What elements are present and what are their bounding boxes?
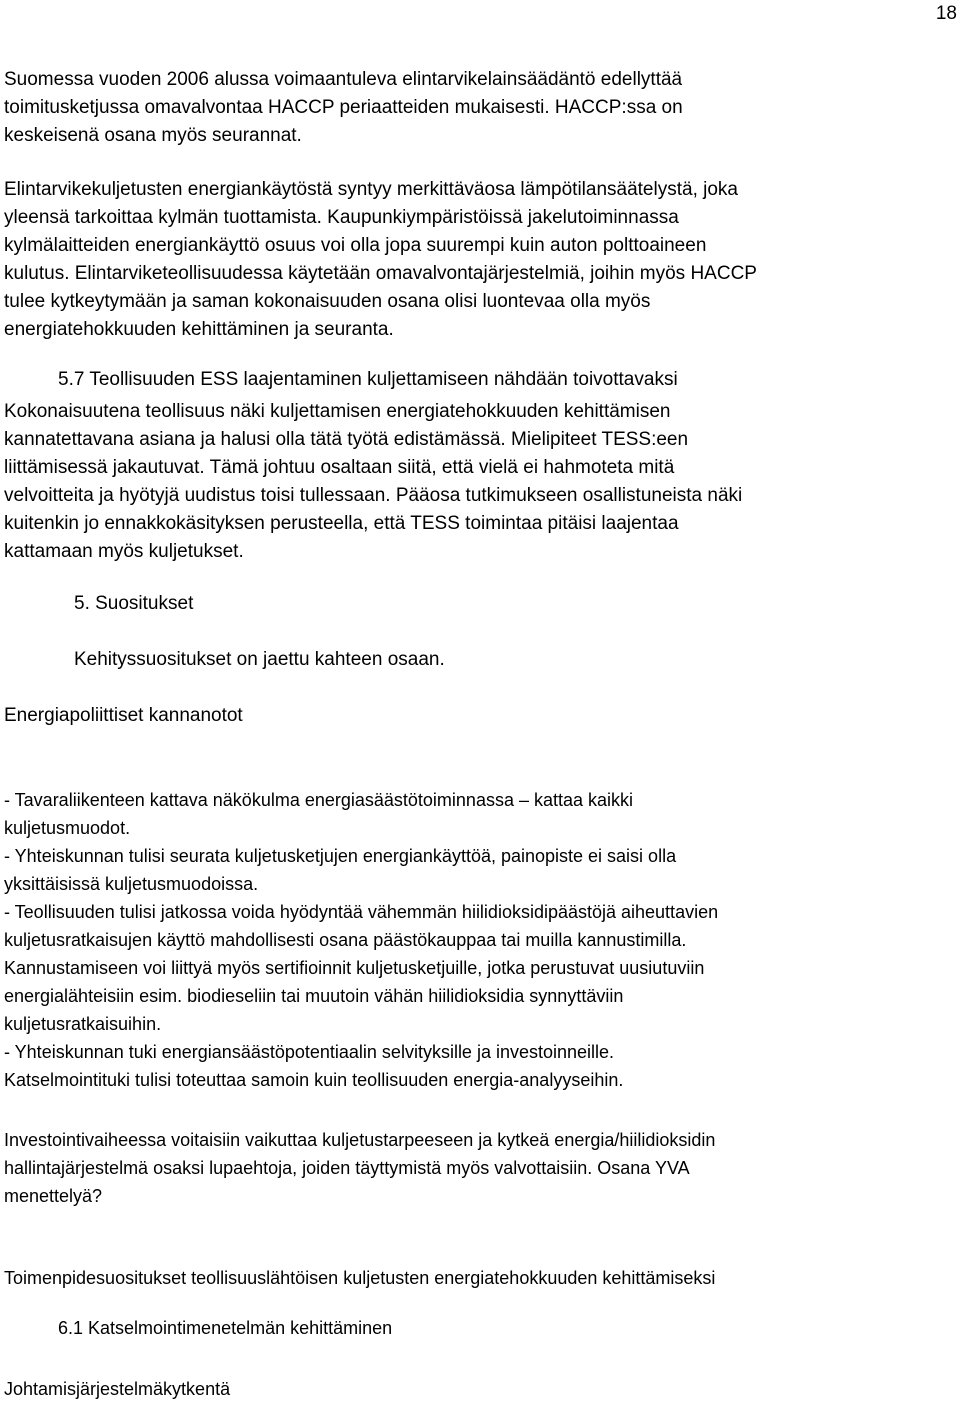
page-number: 18 [935, 3, 957, 24]
text-line: kattamaan myös kuljetukset. [4, 541, 244, 562]
measures-heading: Toimenpidesuositukset teollisuuslähtöisen kuljetusten energiatehokkuuden kehittämiseksi [4, 1268, 716, 1288]
text-line: kuljetusmuodot. [4, 818, 131, 838]
text-line: Suomessa vuoden 2006 alussa voimaantuleva elintarvikelainsäädäntö edellyttää [4, 69, 683, 90]
text-line: menettelyä? [4, 1186, 103, 1206]
text-line: hallintajärjestelmä osaksi lupaehtoja, joiden täyttymistä myös valvottaisiin. Osana YVA [4, 1158, 690, 1178]
text-line: kuitenkin jo ennakkokäsityksen perusteella, että TESS toimintaa pitäisi laajentaa [4, 513, 679, 534]
investment-paragraph [4, 1126, 956, 1210]
list-item [4, 786, 956, 842]
list-item [4, 842, 956, 898]
text-line: Investointivaiheessa voitaisiin vaikuttaa kuljetustarpeeseen ja kytkeä energia/hiilidioksidin [4, 1130, 716, 1150]
text-line: yksittäisissä kuljetusmuodoissa. [4, 874, 259, 894]
text-line: kannatettavana asiana ja halusi olla tätä työtä edistämässä. Mielipiteet TESS:een [4, 429, 689, 450]
text-line: kuljetusratkaisuihin. [4, 1014, 162, 1034]
text-line: tulee kytkeytymään ja saman kokonaisuuden osana olisi luontevaa olla myös [4, 291, 651, 312]
text-line: - Yhteiskunnan tulisi seurata kuljetusketjujen energiankäyttöä, painopiste ei saisi olla [4, 846, 677, 866]
section-5-heading: 5. Suositukset [74, 593, 194, 614]
paragraph-food-legislation [4, 66, 956, 150]
text-line: kuljetusratkaisujen käyttö mahdollisesti osana päästökauppaa tai muilla kannustimilla. [4, 930, 687, 950]
text-line: liittämisessä jakautuvat. Tämä johtuu osaltaan siitä, että vielä ei hahmoteta mitä [4, 457, 675, 478]
management-system-heading: Johtamisjärjestelmäkytkentä [4, 1379, 231, 1399]
text-line: - Teollisuuden tulisi jatkossa voida hyödyntää vähemmän hiilidioksidipäästöjä aiheuttavien [4, 902, 719, 922]
energy-policy-heading: Energiapoliittiset kannanotot [4, 705, 243, 726]
section-5-7-heading: 5.7 Teollisuuden ESS laajentaminen kuljettamiseen nähdään toivottavaksi [58, 369, 678, 390]
text-line: energialähteisiin esim. biodieseliin tai muutoin vähän hiilidioksidia synnyttäviin [4, 986, 624, 1006]
energy-policy-list [4, 786, 956, 1094]
text-line: keskeisenä osana myös seurannat. [4, 125, 302, 146]
text-line: Kannustamiseen voi liittyä myös sertifioinnit kuljetusketjuille, jotka perustuvat uusiutuviin [4, 958, 705, 978]
paragraph-energy-use [4, 176, 956, 344]
section-5-intro: Kehityssuositukset on jaettu kahteen osaan. [74, 649, 445, 670]
text-line: - Tavaraliikenteen kattava näkökulma energiasäästötoiminnassa – kattaa kaikki [4, 790, 634, 810]
text-line: Katselmointituki tulisi toteuttaa samoin kuin teollisuuden energia-analyyseihin. [4, 1070, 624, 1090]
text-line: toimitusketjussa omavalvontaa HACCP periaatteiden mukaisesti. HACCP:ssa on [4, 97, 683, 118]
section-5-7-body [4, 398, 956, 566]
text-line: Elintarvikekuljetusten energiankäytöstä syntyy merkittäväosa lämpötilansäätelystä, joka [4, 179, 738, 200]
text-line: Kokonaisuutena teollisuus näki kuljettamisen energiatehokkuuden kehittämisen [4, 401, 671, 422]
list-item [4, 898, 956, 1038]
text-line: - Yhteiskunnan tuki energiansäästöpotentiaalin selvityksille ja investoinneille. [4, 1042, 615, 1062]
list-item [4, 1038, 956, 1094]
section-6-1-heading: 6.1 Katselmointimenetelmän kehittäminen [58, 1318, 393, 1338]
text-line: energiatehokkuuden kehittäminen ja seuranta. [4, 319, 394, 340]
text-line: kulutus. Elintarviketeollisuudessa käytetään omavalvontajärjestelmiä, joihin myös HACCP [4, 263, 757, 284]
text-line: yleensä tarkoittaa kylmän tuottamista. Kaupunkiympäristöissä jakelutoiminnassa [4, 207, 679, 228]
text-line: velvoitteita ja hyötyjä uudistus toisi tullessaan. Pääosa tutkimukseen osallistuneista näki [4, 485, 743, 506]
text-line: kylmälaitteiden energiankäyttö osuus voi olla jopa suurempi kuin auton polttoaineen [4, 235, 707, 256]
